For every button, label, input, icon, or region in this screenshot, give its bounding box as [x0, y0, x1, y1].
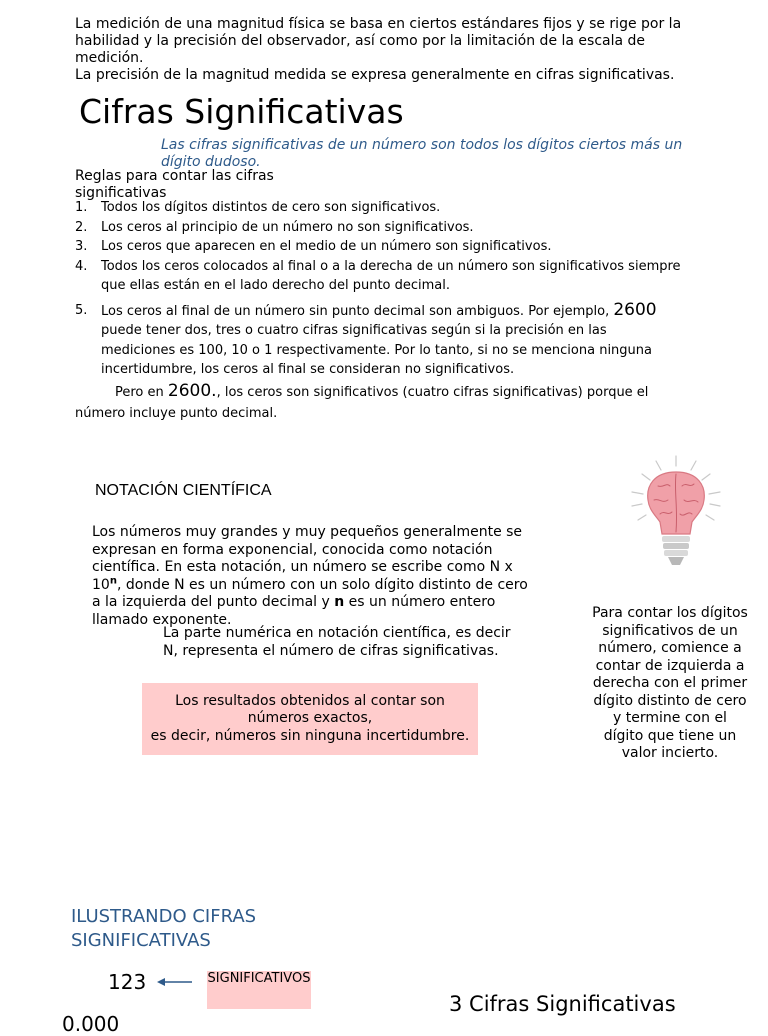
rule-text-after: puede tener dos, tres o cuatro cifras significativas según si la precisión en las mediciones es 100, 10 o 1 respectivamente. Por lo tanto, si no se menciona ninguna incertidumbre, los ceros al final se consideran no significativos.	[101, 323, 652, 377]
page-title: Cifras Significativas	[79, 92, 404, 131]
significant-label: SIGNIFICATIVOS	[207, 971, 311, 1009]
sci-text-2: , donde N es un número con un solo dígito distinto de cero a la izquierda del punto decimal y	[92, 576, 528, 610]
rule-item	[75, 257, 685, 296]
counting-tip: Para contar los dígitos significativos de un número, comience a contar de izquierda a derecha con el primer dígito distinto de cero y termine con el dígito que tiene un valor incierto.	[592, 605, 748, 761]
rule-number: 5.	[75, 302, 88, 318]
intro-text	[75, 16, 715, 84]
rules-list	[75, 198, 685, 380]
rule-example-number: 2600	[613, 299, 657, 320]
rule-text: Todos los ceros colocados al final o a la derecha de un número son significativos siempre que ellas están en el lado derecho del punto decimal.	[101, 258, 681, 293]
brain-lightbulb-icon	[616, 452, 736, 576]
box-line-1: Los resultados obtenidos al contar son números exactos,	[175, 692, 445, 727]
note-text-before: Pero en	[115, 385, 168, 400]
rule-item	[75, 218, 685, 238]
three-significant-figures-result: 3 Cifras Significativas	[449, 992, 676, 1016]
sci-superscript: n	[109, 574, 117, 586]
illustration-heading: ILUSTRANDO CIFRAS SIGNIFICATIVAS	[71, 906, 257, 951]
rule-number: 2.	[75, 219, 88, 235]
example-number-0000: 0.000	[62, 1012, 120, 1036]
scientific-notation-text	[92, 524, 530, 629]
sci-bold-n: n	[334, 594, 345, 610]
decimal-point-note	[75, 381, 685, 424]
scientific-notation-heading: NOTACIÓN CIENTÍFICA	[95, 482, 272, 499]
rule-text: Los ceros que aparecen en el medio de un número son significativos.	[101, 239, 552, 254]
rule-text-before: Los ceros al final de un número sin punto decimal son ambiguos. Por ejemplo,	[101, 303, 614, 319]
intro-paragraph-1: La medición de una magnitud física se basa en ciertos estándares fijos y se rige por la habilidad y la precisión del observador, así como por la limitación de la escala de medición.	[75, 16, 682, 66]
scientific-numeric-part-text: La parte numérica en notación científica, es decir N, representa el número de cifras significativas.	[163, 625, 511, 659]
box-line-2: es decir, números sin ninguna incertidumbre.	[150, 727, 470, 744]
exact-numbers-box	[142, 683, 478, 755]
note-example-number: 2600.	[167, 381, 217, 401]
rule-number: 1.	[75, 200, 88, 215]
rules-heading: Reglas para contar las cifras significativas	[75, 168, 274, 201]
intro-paragraph-2: La precisión de la magnitud medida se expresa generalmente en cifras significativas.	[75, 67, 675, 83]
rule-text: Todos los dígitos distintos de cero son significativos.	[101, 200, 441, 215]
definition-quote: Las cifras significativas de un número son todos los dígitos ciertos más un dígito dudoso.	[161, 137, 683, 170]
arrow-left-icon	[156, 975, 194, 989]
rule-item	[75, 301, 685, 380]
rule-text: Los ceros al principio de un número no son significativos.	[101, 219, 474, 235]
rule-item	[75, 198, 685, 218]
sci-text-1: Los números muy grandes y muy pequeños generalmente se expresan en forma exponencial, conocida como notación científica. En esta notación, un número se escribe como N x 10	[92, 524, 523, 593]
sci-text-3: es un número entero llamado exponente.	[92, 594, 496, 628]
rule-item	[75, 237, 685, 257]
rule-number: 3.	[75, 239, 88, 254]
rule-number: 4.	[75, 258, 88, 274]
note-text-after: , los ceros son significativos (cuatro cifras significativas) porque el número incluye punto decimal.	[75, 385, 649, 421]
example-number-123: 123	[108, 970, 147, 994]
